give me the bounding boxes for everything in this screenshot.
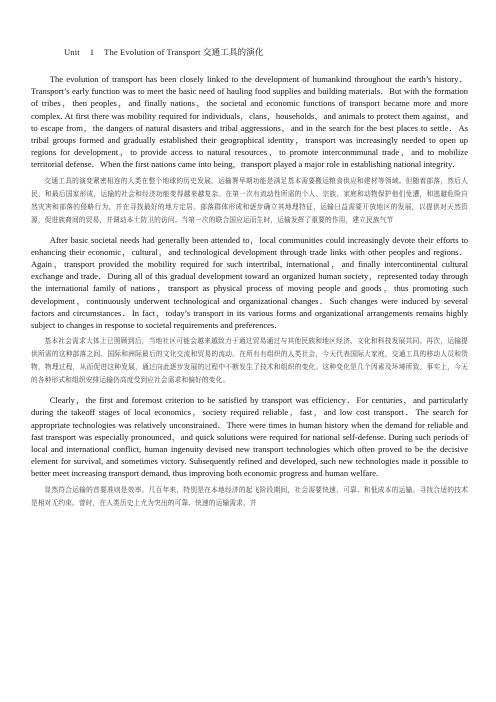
paragraph-english-1: The evolution of transport has been closely linked to the development of humankind throughout the earth’s history．Transport’s early function was to meet the basic need of hauling food supplies and building materials．But with the formation of tribes，then peoples，and finally nations，the societal and economic functions of transport became more and more complex. At first there was mobility required for individuals，clans，households，and animals to protect them against，and to escape from，the dangers of natural disasters and tribal aggressions，and in the search for the best places to settle．As tribal groups formed and gradually established their geographical identity，transport was increasingly needed to open up regions for development，to provide access to natural resources，to promote interconmmunal trade，and to mobilize territorial defense．When the first nations came into being，transport played a major role in establishing national integrity． bbox=[31, 74, 468, 170]
paragraph-chinese-1: 交通工具的演变紧密相连的人类在整个地球的历史发展。运输署早期功能是满足基本需要搬运粮食供应和建材等领域。但随着部落，然后人民，和最后国家形成，运输的社会和经济功能变得越来越复杂。在第一次有流动性所需的个人、宗族、家庭和动物保护他们免遭，和逃避危险自然灾害和部落的侵略行为，并在寻找最好的地方定居。部落群体形成和逐步确立其地理特征，运输日益需要开放地区的发展，以提供对天然资源，促进族裔间的贸易，并调动本土防卫的访问。当第一次的联合国应运而生时，运输发挥了重要的作用，建立民族气节 bbox=[31, 176, 468, 224]
unit-label: Unit bbox=[64, 47, 80, 57]
unit-title: The Evolution of Transport 交通工具的演化 bbox=[104, 47, 264, 57]
unit-number: 1 bbox=[89, 47, 95, 57]
paragraph-chinese-2: 基本社会需求大体上已照顾到后，当地社区可能会越来越致力于通过贸易通过与其他民族和地区经济、文化和科技发展共同。再次，运输提供所需的这种部落之间、国际和洲际最后的文化交流和贸易的流动。在所有有组织的人类社会，今天代表国际大家庭，交通工具的移动人员和货物，物理过程，从而促进这种发展，通过向此逐步发展的过程中不断发生了技术和组织的变化。这种变化是几个因素及环境所致。事实上，今天的各种形式和组织安排运输仍高度受到应社会需求和偏好的变化。 bbox=[31, 337, 468, 385]
paragraph-english-2: After basic societal needs had generally been attended to，local communities could increasingly devote their efforts to enhancing their economic，cultural，and technological development through trade links with other peoples and regions．Again，transport provided the mobility required for such intertribal, international，and finally intercontinental cultural exchange and trade．During all of this gradual development toward an organized human society，represented today through the international family of nations，transport as physical process of moving people and goods，thus promoting such development，continuously underwent technological and organizational changes．Such changes were induced by several factors and circumstances．In fact，today’s transport in its various forms and organizational arrangements remains highly subject to changes in response to societal requirements and preferences． bbox=[31, 234, 468, 331]
paragraph-english-3: Clearly，the first and foremost criterion to be satisfied by transport was efficiency．For centuries，and particularly during the takeoff stages of local economics，society required reliable，fast，and low cost transport．The search for appropriate technologies was relatively unconstrained．There were times in human history when the demand for reliable and fast transport was especially pronounced，and quick solutions were required for national self-defense. During such periods of local and international conflict, human ingenuity devised new transport technologies which often proved to be the decisive element for survival, and sometimes victory. Subsequently refined and developed, such new technologies made it possible to better meet increasing transport demand, thus improving both economic progress and human welfare. bbox=[31, 395, 468, 479]
paragraph-chinese-3: 显然符合运输的首要准则是效率。几百年来，特别是在本地经济的起飞阶段期间，社会需要快速、可靠、和低成本的运输。寻找合适的技术是相对无约束。曾时，在人类历史上尤为突出的可靠、快速的运输需求，并 bbox=[31, 485, 468, 507]
unit-heading bbox=[64, 46, 468, 58]
